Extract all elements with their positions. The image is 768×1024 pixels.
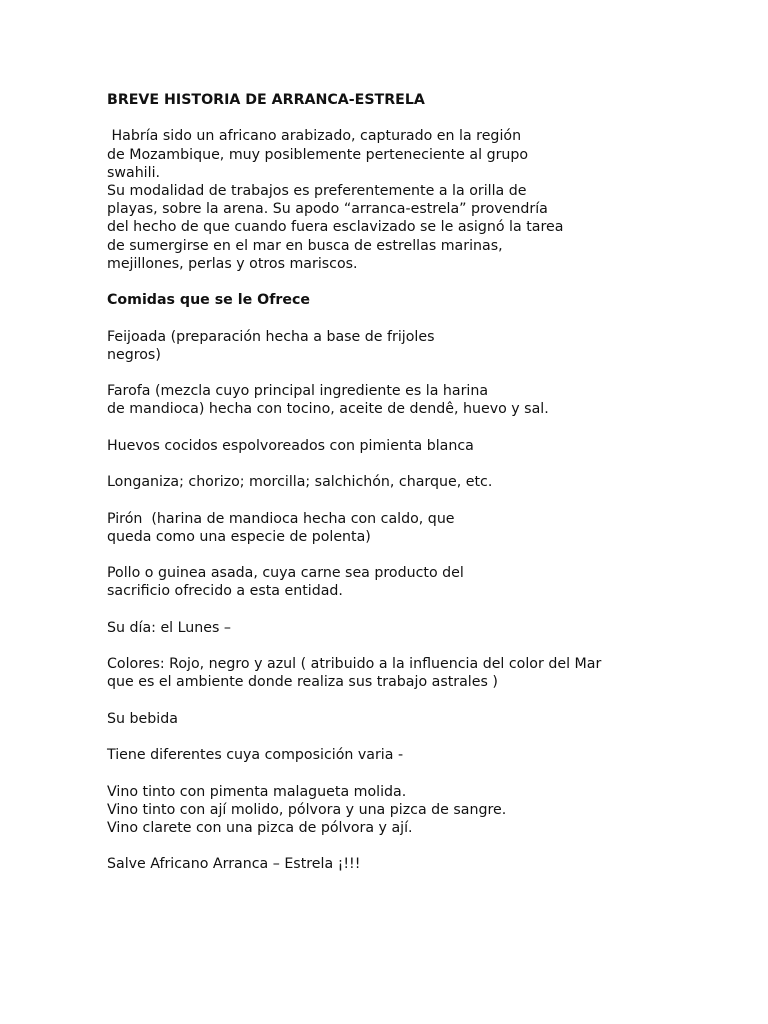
document-title: BREVE HISTORIA DE ARRANCA-ESTRELA xyxy=(107,92,425,108)
intro-line: Su modalidad de trabajos es preferentemente a la orilla de xyxy=(107,183,527,199)
food-line: de mandioca) hecha con tocino, aceite de dendê, huevo y sal. xyxy=(107,401,549,418)
intro-line: playas, sobre la arena. Su apodo “arranca-estrela” provendría xyxy=(107,201,548,218)
intro-line: mejillones, perlas y otros mariscos. xyxy=(107,255,358,272)
food-item-piron xyxy=(107,510,727,546)
food-line: Pirón (harina de mandioca hecha con caldo, que xyxy=(107,510,455,527)
colors-line: que es el ambiente donde realiza sus trabajo astrales ) xyxy=(107,674,498,691)
colors-line: Colores: Rojo, negro y azul ( atribuido a la influencia del color del Mar xyxy=(107,656,602,673)
food-item-feijoada xyxy=(107,328,727,364)
intro-line: swahili. xyxy=(107,164,161,181)
food-line: Feijoada (preparación hecha a base de frijoles xyxy=(107,328,435,345)
intro-line: de Mozambique, muy posiblemente perteneciente al grupo xyxy=(107,146,529,163)
drinks-list xyxy=(107,783,727,838)
food-line: Longaniza; chorizo; morcilla; salchichón, charque, etc. xyxy=(107,474,493,491)
colors-paragraph xyxy=(107,655,727,691)
intro-line: Habría sido un africano arabizado, capturado en la región xyxy=(107,128,522,145)
document-body xyxy=(107,91,727,892)
food-line: Huevos cocidos espolvoreados con pimienta blanca xyxy=(107,437,474,454)
food-line: queda como una especie de polenta) xyxy=(107,528,371,545)
day-paragraph: Su día: el Lunes – xyxy=(107,619,231,636)
food-line: Pollo o guinea asada, cuya carne sea producto del xyxy=(107,565,464,582)
closing-line: Salve Africano Arranca – Estrela ¡!!! xyxy=(107,856,361,873)
intro-paragraph xyxy=(107,127,727,273)
intro-line: de sumergirse en el mar en busca de estrellas marinas, xyxy=(107,237,503,254)
food-item-longaniza xyxy=(107,473,727,491)
food-line: Farofa (mezcla cuyo principal ingrediente es la harina xyxy=(107,383,489,400)
intro-line: del hecho de que cuando fuera esclavizado se le asignó la tarea xyxy=(107,219,564,236)
drink-line: Vino clarete con una pizca de pólvora y ají. xyxy=(107,819,413,836)
drink-intro: Tiene diferentes cuya composición varia - xyxy=(107,747,404,764)
food-item-farofa xyxy=(107,382,727,418)
food-item-huevos xyxy=(107,437,727,455)
food-line: sacrificio ofrecido a esta entidad. xyxy=(107,583,343,600)
food-line: negros) xyxy=(107,346,161,363)
drink-line: Vino tinto con pimenta malagueta molida. xyxy=(107,783,407,800)
drink-heading: Su bebida xyxy=(107,710,178,727)
food-item-pollo xyxy=(107,564,727,600)
foods-heading: Comidas que se le Ofrece xyxy=(107,292,311,309)
drink-line: Vino tinto con ají molido, pólvora y una pizca de sangre. xyxy=(107,801,507,818)
